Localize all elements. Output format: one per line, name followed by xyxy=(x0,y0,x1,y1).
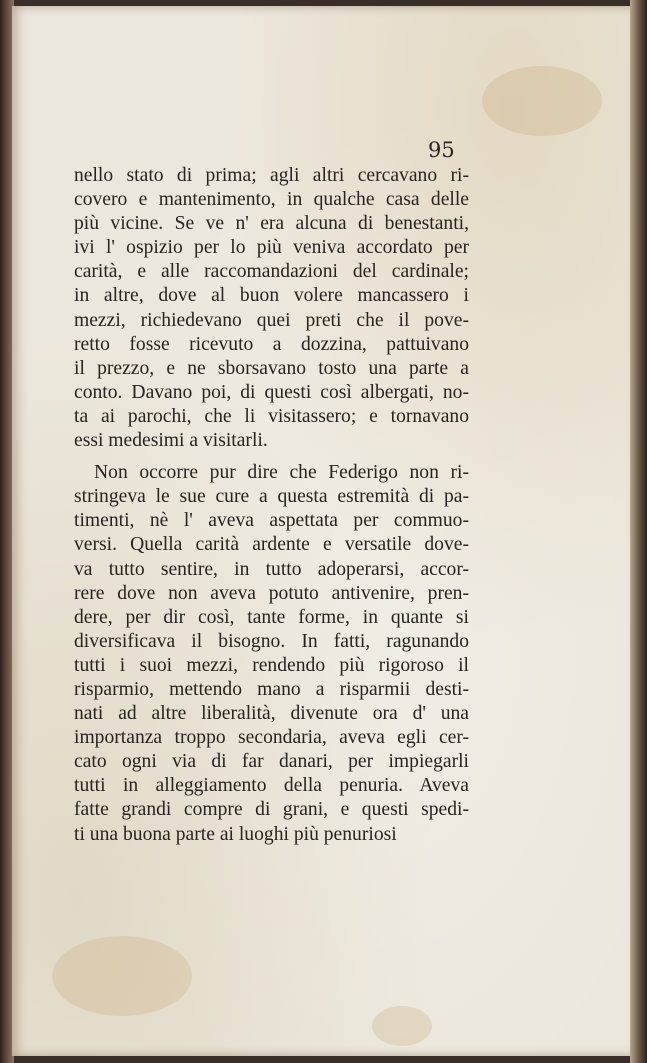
foxing-stain xyxy=(372,1006,432,1046)
text-line: stringeva le sue cure a questa estremità di pa- xyxy=(74,486,469,508)
text-line: mezzi, richiedevano quei preti che il pove- xyxy=(74,309,469,331)
text-line: fatte grandi compre di grani, e questi spedi- xyxy=(74,799,469,821)
foxing-stain xyxy=(52,936,192,1016)
text-line: covero e mantenimento, in qualche casa delle xyxy=(74,189,469,211)
text-line: essi medesimi a visitarli. xyxy=(74,430,268,452)
text-line: tutti in alleggiamento della penuria. Aveva xyxy=(74,775,469,797)
body-text xyxy=(74,164,469,847)
text-line: timenti, nè l' aveva aspettata per commuo- xyxy=(74,510,469,532)
text-line: Non occorre pur dire che Federigo non ri- xyxy=(94,462,469,484)
text-line: carità, e alle raccomandazioni del cardinale; xyxy=(74,261,469,283)
text-line: nati ad altre liberalità, divenute ora d' una xyxy=(74,703,469,725)
paragraph-gap xyxy=(74,453,469,461)
text-line: cato ogni via di far danari, per impiegarli xyxy=(74,751,469,773)
text-line: ti una buona parte ai luoghi più penuriosi xyxy=(74,823,397,845)
text-line: versi. Quella carità ardente e versatile dove- xyxy=(74,534,469,556)
text-line: tutti i suoi mezzi, rendendo più rigoroso il xyxy=(74,654,469,676)
text-line: importanza troppo secondaria, aveva egli cer- xyxy=(74,727,469,749)
text-line: risparmio, mettendo mano a risparmii desti- xyxy=(74,678,469,700)
text-line: conto. Davano poi, di questi così albergati, no- xyxy=(74,381,469,403)
text-line: dere, per dir così, tante forme, in quante si xyxy=(74,606,469,628)
text-line: nello stato di prima; agli altri cercavano ri- xyxy=(74,165,469,186)
text-line: va tutto sentire, in tutto adoperarsi, accor- xyxy=(74,558,469,580)
text-line: ivi l' ospizio per lo più veniva accordato per xyxy=(74,237,469,259)
text-line: il prezzo, e ne sborsavano tosto una parte a xyxy=(74,357,469,379)
text-line: retto fosse ricevuto a dozzina, pattuivano xyxy=(74,333,469,355)
text-line: in altre, dove al buon volere mancassero i xyxy=(74,285,469,307)
text-line: diversificava il bisogno. In fatti, ragunando xyxy=(74,630,469,652)
text-line: più vicine. Se ve n' era alcuna di benestanti, xyxy=(74,213,469,235)
paragraph xyxy=(74,164,469,453)
text-line: ta ai parochi, che li visitassero; e tornavano xyxy=(74,405,469,427)
paragraph xyxy=(74,461,469,847)
text-line: rere dove non aveva potuto antivenire, pren- xyxy=(74,582,469,604)
foxing-stain xyxy=(482,66,602,136)
page-number: 95 xyxy=(428,138,455,162)
page-edge xyxy=(630,0,647,1063)
